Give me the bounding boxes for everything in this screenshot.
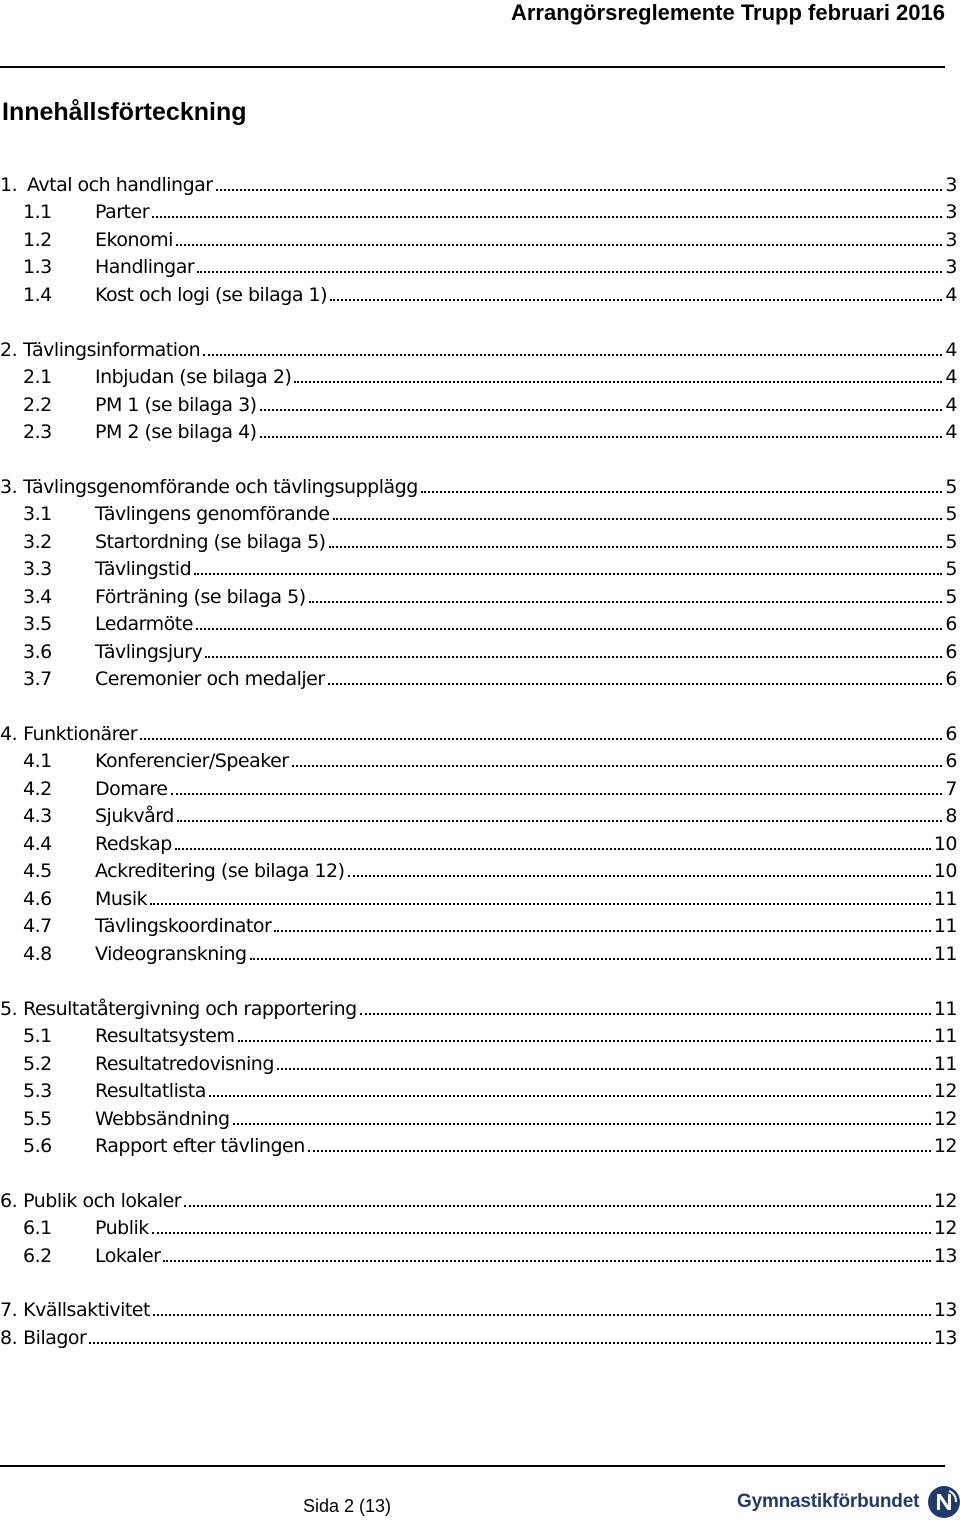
toc-entry[interactable] bbox=[0, 498, 957, 525]
page-header bbox=[0, 0, 945, 68]
toc-entry-title: PM 2 (se bilaga 4) bbox=[95, 421, 257, 443]
toc-entry[interactable] bbox=[0, 855, 957, 882]
dot-leader bbox=[209, 1095, 931, 1097]
toc-entry-number: 6. bbox=[0, 1190, 18, 1212]
toc-entry-title: Handlingar bbox=[95, 256, 195, 278]
toc-entry[interactable] bbox=[0, 800, 957, 827]
toc-entry-title: Konferencier/Speaker bbox=[95, 750, 289, 772]
toc-entry-title: Publik bbox=[95, 1217, 149, 1239]
toc-entry-number: 4.4 bbox=[23, 833, 52, 855]
dot-leader bbox=[294, 381, 942, 383]
gymnastikforbundet-logo-icon bbox=[927, 1485, 960, 1519]
toc-entry-page: 5 bbox=[945, 531, 957, 553]
toc-entry-page: 3 bbox=[945, 174, 957, 196]
toc-entry[interactable] bbox=[0, 1103, 957, 1130]
toc-entry-page: 10 bbox=[933, 833, 957, 855]
toc-entry-title: Tävlingstid bbox=[95, 558, 192, 580]
toc-entry[interactable] bbox=[0, 1020, 957, 1047]
toc-entry-number: 3.1 bbox=[23, 503, 52, 525]
toc-entry-number: 2. bbox=[0, 339, 18, 361]
toc-entry[interactable] bbox=[0, 581, 957, 608]
toc-entry-page: 11 bbox=[933, 888, 957, 910]
toc-entry-number: 1.4 bbox=[23, 284, 52, 306]
toc-entry-page: 4 bbox=[945, 394, 957, 416]
toc-entry-page: 8 bbox=[945, 805, 957, 827]
toc-entry-number: 4.5 bbox=[23, 860, 52, 882]
toc-entry-page: 11 bbox=[933, 1025, 957, 1047]
toc-entry-number: 4.2 bbox=[23, 778, 52, 800]
dot-leader bbox=[330, 299, 942, 301]
toc-heading: Innehållsförteckning bbox=[2, 98, 247, 126]
toc-entry[interactable] bbox=[0, 334, 957, 361]
dot-leader bbox=[197, 271, 942, 273]
dot-leader bbox=[328, 683, 943, 685]
toc-entry-number: 4.1 bbox=[23, 750, 52, 772]
toc-entry-title: Bilagor bbox=[23, 1327, 87, 1349]
toc-entry-title: Förträning (se bilaga 5) bbox=[95, 586, 306, 608]
toc-entry[interactable] bbox=[0, 1212, 957, 1239]
toc-entry-page: 5 bbox=[945, 503, 957, 525]
toc-entry-number: 4.7 bbox=[23, 915, 52, 937]
toc-entry-title: Resultatsystem bbox=[95, 1025, 235, 1047]
toc-entry[interactable] bbox=[0, 828, 957, 855]
toc-entry-title: Musik bbox=[95, 888, 148, 910]
toc-entry-page: 12 bbox=[933, 1190, 957, 1212]
toc-entry-page: 11 bbox=[933, 943, 957, 965]
dot-leader bbox=[292, 765, 943, 767]
brand bbox=[737, 1485, 960, 1519]
toc-entry[interactable] bbox=[0, 745, 957, 772]
toc-entry[interactable] bbox=[0, 169, 957, 196]
toc-entry-number: 5.5 bbox=[23, 1108, 52, 1130]
toc-entry-title: Tävlingskoordinator bbox=[95, 915, 272, 937]
toc-entry-page: 7 bbox=[945, 778, 957, 800]
toc-entry-page: 3 bbox=[945, 201, 957, 223]
toc-entry[interactable] bbox=[0, 471, 957, 498]
toc-entry-number: 7. bbox=[0, 1299, 18, 1321]
dot-leader bbox=[250, 958, 931, 960]
toc-entry[interactable] bbox=[0, 910, 957, 937]
toc-entry[interactable] bbox=[0, 718, 957, 745]
toc-entry-page: 11 bbox=[933, 998, 957, 1020]
toc-entry[interactable] bbox=[0, 1294, 957, 1321]
dot-leader bbox=[308, 1150, 931, 1152]
toc-entry-number: 3.6 bbox=[23, 641, 52, 663]
toc-entry[interactable] bbox=[0, 636, 957, 663]
toc-entry-page: 13 bbox=[933, 1327, 957, 1349]
toc-entry-number: 4. bbox=[0, 723, 18, 745]
toc-entry-title: Webbsändning bbox=[95, 1108, 230, 1130]
dot-leader bbox=[163, 1260, 930, 1262]
toc-entry-page: 4 bbox=[945, 421, 957, 443]
toc-entry[interactable] bbox=[0, 526, 957, 553]
dot-leader bbox=[175, 848, 931, 850]
dot-leader bbox=[260, 436, 943, 438]
toc-entry-page: 11 bbox=[933, 915, 957, 937]
toc-entry[interactable] bbox=[0, 608, 957, 635]
toc-entry-number: 2.3 bbox=[23, 421, 52, 443]
dot-leader bbox=[140, 738, 942, 740]
toc-entry[interactable] bbox=[0, 883, 957, 910]
dot-leader bbox=[333, 518, 943, 520]
toc-entry[interactable] bbox=[0, 361, 957, 388]
toc-entry-page: 4 bbox=[945, 366, 957, 388]
toc-entry-title: Kvällsaktivitet bbox=[23, 1299, 150, 1321]
dot-leader bbox=[274, 930, 931, 932]
toc-entry-title: Resultatlista bbox=[95, 1080, 206, 1102]
toc-entry-title: Ledarmöte bbox=[95, 613, 193, 635]
toc-entry-number: 3.5 bbox=[23, 613, 52, 635]
toc-entry-number: 5.1 bbox=[23, 1025, 52, 1047]
toc-entry[interactable] bbox=[0, 938, 957, 965]
toc-entry-title: Rapport efter tävlingen bbox=[95, 1135, 305, 1157]
dot-leader bbox=[205, 656, 942, 658]
toc-entry-number: 2.1 bbox=[23, 366, 52, 388]
toc-entry-page: 10 bbox=[933, 860, 957, 882]
toc-entry-page: 12 bbox=[933, 1108, 957, 1130]
toc-entry[interactable] bbox=[0, 224, 957, 251]
toc-entry-page: 12 bbox=[933, 1080, 957, 1102]
dot-leader bbox=[194, 573, 942, 575]
toc-entry-title: Tävlingens genomförande bbox=[95, 503, 330, 525]
dot-leader bbox=[238, 1040, 931, 1042]
toc-entry[interactable] bbox=[0, 251, 957, 278]
toc-entry[interactable] bbox=[0, 663, 957, 690]
toc-entry-title: Ackreditering (se bilaga 12) bbox=[95, 860, 345, 882]
toc-entry-number: 3.3 bbox=[23, 558, 52, 580]
dot-leader bbox=[360, 1013, 931, 1015]
toc-entry[interactable] bbox=[0, 279, 957, 306]
dot-leader bbox=[203, 354, 942, 356]
toc-entry-page: 6 bbox=[945, 641, 957, 663]
toc-entry-page: 4 bbox=[945, 339, 957, 361]
toc-entry-title: Resultatåtergivning och rapportering bbox=[23, 998, 357, 1020]
toc-entry-title: Publik och lokaler bbox=[23, 1190, 182, 1212]
dot-leader bbox=[171, 793, 943, 795]
header-divider bbox=[0, 66, 945, 68]
dot-leader bbox=[216, 189, 943, 191]
toc-entry-number: 5.3 bbox=[23, 1080, 52, 1102]
toc-entry[interactable] bbox=[0, 1185, 957, 1212]
dot-leader bbox=[89, 1342, 930, 1344]
dot-leader bbox=[329, 546, 943, 548]
toc-entry[interactable] bbox=[0, 773, 957, 800]
toc-entry-number: 3.2 bbox=[23, 531, 52, 553]
toc-entry-title: Startordning (se bilaga 5) bbox=[95, 531, 326, 553]
toc-entry-page: 5 bbox=[945, 586, 957, 608]
toc-entry-title: Funktionärer bbox=[23, 723, 138, 745]
toc-entry-number: 4.3 bbox=[23, 805, 52, 827]
toc-entry-title: Parter bbox=[95, 201, 150, 223]
dot-leader bbox=[196, 628, 943, 630]
toc-entry-page: 6 bbox=[945, 750, 957, 772]
footer-divider bbox=[0, 1465, 945, 1467]
toc-entry-page: 3 bbox=[945, 256, 957, 278]
toc-entry-page: 13 bbox=[933, 1299, 957, 1321]
toc-entry-number: 3.7 bbox=[23, 668, 52, 690]
toc-entry[interactable] bbox=[0, 993, 957, 1020]
toc-entry-number: 3.4 bbox=[23, 586, 52, 608]
toc-entry-page: 5 bbox=[945, 476, 957, 498]
toc-entry-number: 4.6 bbox=[23, 888, 52, 910]
toc-entry-number: 3. bbox=[0, 476, 18, 498]
dot-leader bbox=[177, 820, 943, 822]
toc-entry[interactable] bbox=[0, 1130, 957, 1157]
page-number: Sida 2 (13) bbox=[303, 1496, 392, 1516]
toc-entry-number: 5.6 bbox=[23, 1135, 52, 1157]
toc-entry-page: 5 bbox=[945, 558, 957, 580]
toc-entry-page: 6 bbox=[945, 613, 957, 635]
dot-leader bbox=[233, 1123, 931, 1125]
toc-entry-title: Lokaler bbox=[95, 1245, 161, 1267]
toc-entry-title: Ceremonier och medaljer bbox=[95, 668, 325, 690]
toc-entry-page: 12 bbox=[933, 1135, 957, 1157]
toc-entry-page: 13 bbox=[933, 1245, 957, 1267]
toc-entry[interactable] bbox=[0, 389, 957, 416]
toc-entry[interactable] bbox=[0, 416, 957, 443]
toc-entry-title: Ekonomi bbox=[95, 229, 173, 251]
toc-entry-number: 5. bbox=[0, 998, 18, 1020]
brand-name: Gymnastikförbundet bbox=[737, 1491, 920, 1512]
toc-entry-title: Sjukvård bbox=[95, 805, 174, 827]
toc-entry-title: Redskap bbox=[95, 833, 172, 855]
toc-entry-page: 4 bbox=[945, 284, 957, 306]
toc-entry-number: 1.1 bbox=[23, 201, 52, 223]
toc-entry-title: Tävlingsjury bbox=[95, 641, 203, 663]
toc-entry[interactable] bbox=[0, 196, 957, 223]
toc-entry-title: Kost och logi (se bilaga 1) bbox=[95, 284, 328, 306]
dot-leader bbox=[152, 216, 942, 218]
toc-entry-number: 1.3 bbox=[23, 256, 52, 278]
dot-leader bbox=[309, 601, 943, 603]
toc-entry-title: Resultatredovisning bbox=[95, 1053, 274, 1075]
toc-entry-title: Tävlingsinformation bbox=[23, 339, 201, 361]
toc-entry-title: Videogranskning bbox=[95, 943, 247, 965]
dot-leader bbox=[150, 903, 931, 905]
dot-leader bbox=[184, 1205, 931, 1207]
toc-entry-title: PM 1 (se bilaga 3) bbox=[95, 394, 257, 416]
toc-entry-title: Domare bbox=[95, 778, 168, 800]
toc-entry-number: 1.2 bbox=[23, 229, 52, 251]
toc-entry-number: 6.2 bbox=[23, 1245, 52, 1267]
toc-entry[interactable] bbox=[0, 1322, 957, 1349]
toc-entry-number: 1. bbox=[0, 174, 18, 196]
toc-entry[interactable] bbox=[0, 553, 957, 580]
dot-leader bbox=[176, 244, 942, 246]
dot-leader bbox=[152, 1232, 931, 1234]
toc-entry-number: 5.2 bbox=[23, 1053, 52, 1075]
dot-leader bbox=[153, 1314, 931, 1316]
dot-leader bbox=[260, 409, 943, 411]
toc-entry-page: 11 bbox=[933, 1053, 957, 1075]
toc-entry-title: Inbjudan (se bilaga 2) bbox=[95, 366, 292, 388]
toc-entry-page: 3 bbox=[945, 229, 957, 251]
toc-entry-title: Tävlingsgenomförande och tävlingsupplägg bbox=[23, 476, 418, 498]
toc-entry-number: 6.1 bbox=[23, 1217, 52, 1239]
toc-entry-number: 4.8 bbox=[23, 943, 52, 965]
toc-entry-page: 6 bbox=[945, 723, 957, 745]
page-footer bbox=[0, 1465, 945, 1523]
toc-entry-page: 12 bbox=[933, 1217, 957, 1239]
toc-entry-number: 8. bbox=[0, 1327, 18, 1349]
toc-entry-title: Avtal och handlingar bbox=[27, 174, 213, 196]
toc-entry[interactable] bbox=[0, 1048, 957, 1075]
dot-leader bbox=[348, 875, 931, 877]
toc-entry-number: 2.2 bbox=[23, 394, 52, 416]
toc-entry[interactable] bbox=[0, 1240, 957, 1267]
dot-leader bbox=[421, 491, 943, 493]
toc-entry[interactable] bbox=[0, 1075, 957, 1102]
dot-leader bbox=[277, 1068, 931, 1070]
document-title: Arrangörsreglemente Trupp februari 2016 bbox=[510, 0, 945, 25]
toc-entry-page: 6 bbox=[945, 668, 957, 690]
